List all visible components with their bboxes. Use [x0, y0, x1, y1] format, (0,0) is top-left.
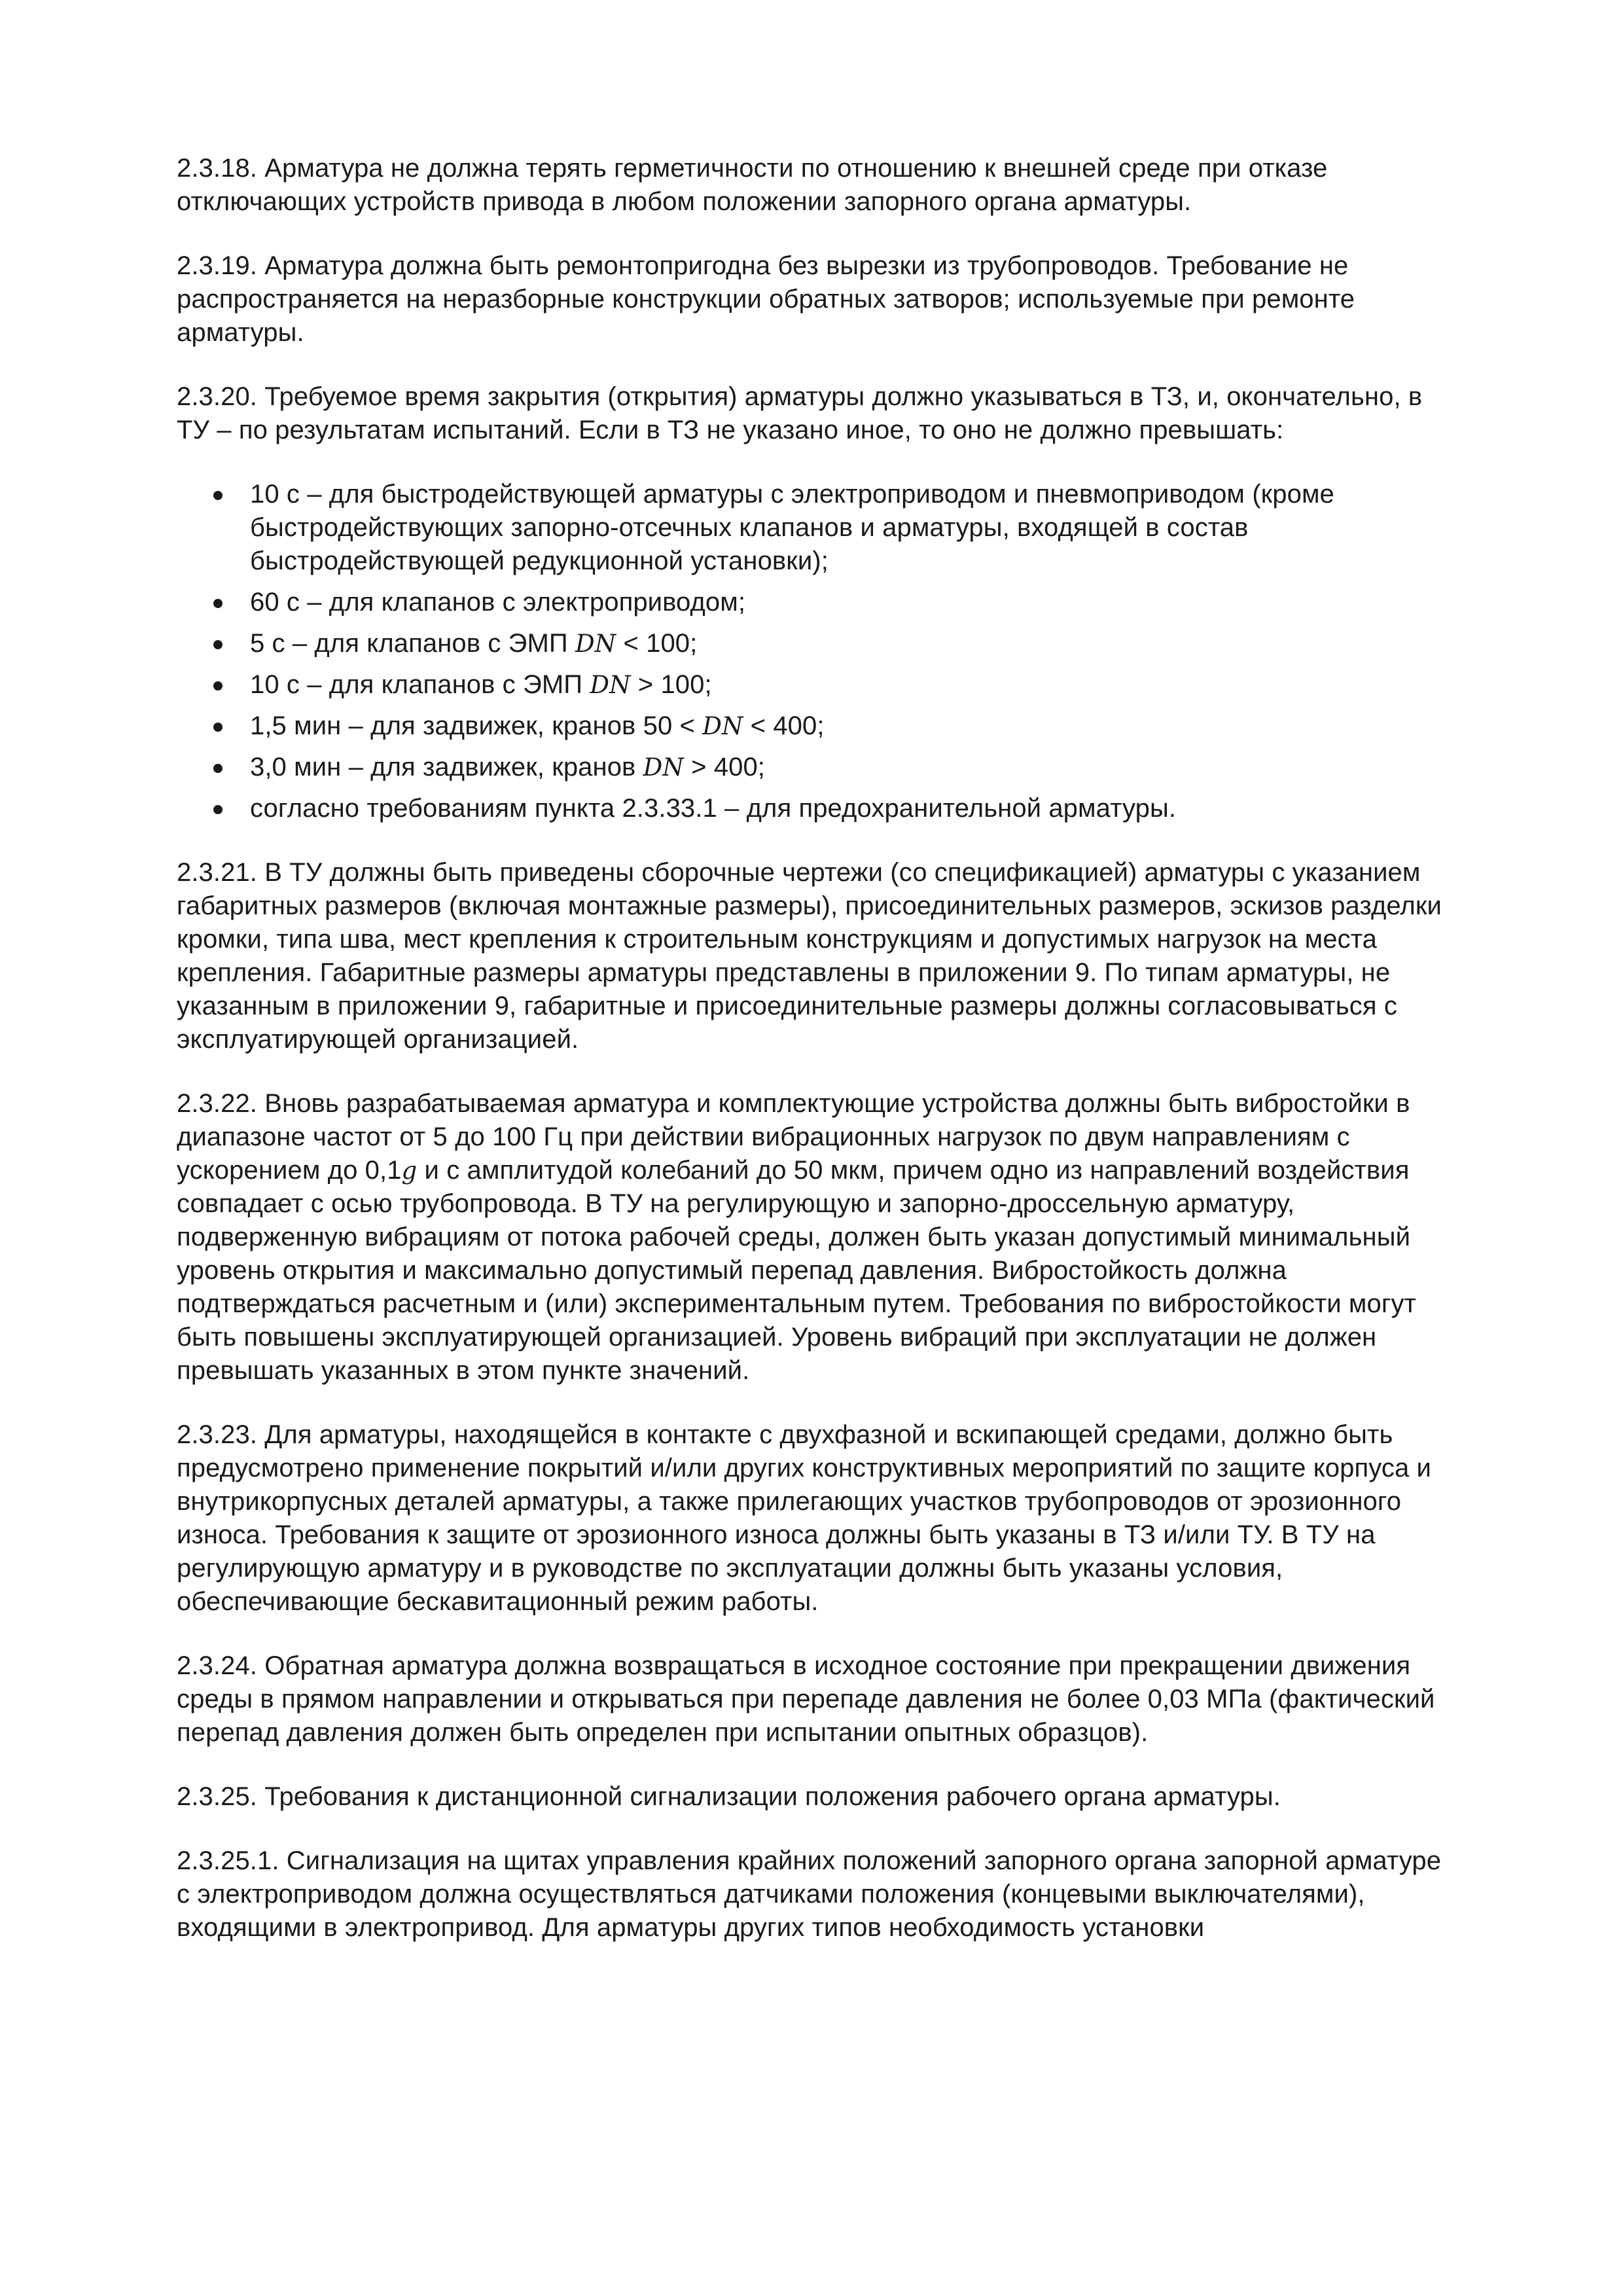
closing-time-list [177, 478, 1459, 825]
bullet-icon [213, 723, 223, 732]
paragraph-2-3-19: 2.3.19. Арматура должна быть ремонтопригодна без вырезки из трубопроводов. Требование не распространяется на неразборные конструкции обратных затворов; используемые при ремонте арматуры. [177, 251, 1355, 347]
list-item [177, 586, 1459, 619]
list-item-text-end: > 400; [683, 753, 766, 781]
list-item [177, 792, 1459, 825]
paragraph-2-3-25: 2.3.25. Требования к дистанционной сигнализации положения рабочего органа арматуры. [177, 1782, 1281, 1811]
paragraph-2-3-18: 2.3.18. Арматура не должна терять герметичности по отношению к внешней среде при отказе отключающих устройств привода в любом положении запорного органа арматуры. [177, 154, 1328, 216]
list-item-text: 10 с – для быстродействующей арматуры с электроприводом и пневмоприводом (кроме быстродействующих запорно-отсечных клапанов и арматуры, входящей в состав быстродействующей редукционной установки); [250, 480, 1334, 575]
paragraph-2-3-21: 2.3.21. В ТУ должны быть приведены сборочные чертежи (со спецификацией) арматуры с указанием габаритных размеров (включая монтажные размеры), присоединительных размеров, эскизов разделки кромки, типа шва, мест крепления к строительным конструкциям и допустимых нагрузок на места крепления. Габаритные размеры арматуры представлены в приложении 9. По типам арматуры, не указанным в приложении 9, габаритные и присоединительные размеры должны согласовываться с эксплуатирующей организацией. [177, 858, 1442, 1054]
list-item [177, 668, 1459, 702]
paragraph-2-3-25-1: 2.3.25.1. Сигнализация на щитах управления крайних положений запорного органа запорной арматуре с электроприводом должна осуществляться датчиками положения (концевыми выключателями), входящими в электропривод. Для арматуры других типов необходимость установки [177, 1846, 1442, 1942]
list-item [177, 709, 1459, 743]
list-item-text-end: > 100; [630, 670, 712, 699]
list-item-text-start: 5 с – для клапанов с ЭМП [250, 629, 575, 658]
g-symbol: g [401, 1157, 418, 1185]
paragraph-2-3-22 [177, 1087, 1459, 1388]
list-item-text: согласно требованиям пункта 2.3.33.1 – для предохранительной арматуры. [250, 794, 1177, 823]
list-item-text-end: < 100; [616, 629, 698, 658]
list-item-text-start: 10 с – для клапанов с ЭМП [250, 670, 590, 699]
bullet-icon [213, 764, 223, 773]
dn-symbol: DN [702, 712, 743, 740]
dn-symbol: DN [575, 630, 616, 658]
list-item-text-end: < 400; [743, 711, 825, 740]
paragraph-text-start: 2.3.22. Вновь разрабатываемая арматура и комплектующие устройства должны быть вибростойки в диапазоне частот от 5 до 100 Гц при действии вибрационных нагрузок по двум направлениям с ускорением до 0,1 [177, 1089, 1410, 1185]
paragraph-2-3-23: 2.3.23. Для арматуры, находящейся в контакте с двухфазной и вскипающей средами, должно быть предусмотрено применение покрытий и/или других конструктивных мероприятий по защите корпуса и внутрикорпусных деталей арматуры, а также прилегающих участков трубопроводов от эрозионного износа. Требования к защите от эрозионного износа должны быть указаны в ТЗ и/или ТУ. В ТУ на регулирующую арматуру и в руководстве по эксплуатации должны быть указаны условия, обеспечивающие бескавитационный режим работы. [177, 1420, 1431, 1616]
list-item [177, 627, 1459, 660]
paragraph-2-3-20: 2.3.20. Требуемое время закрытия (открытия) арматуры должно указываться в ТЗ, и, окончательно, в ТУ – по результатам испытаний. Если в ТЗ не указано иное, то оно не должно превышать: [177, 382, 1423, 444]
paragraph-2-3-24: 2.3.24. Обратная арматура должна возвращаться в исходное состояние при прекращении движения среды в прямом направлении и открываться при перепаде давления не более 0,03 МПа (фактический перепад давления должен быть определен при испытании опытных образцов). [177, 1651, 1435, 1747]
paragraph-text-end: и с амплитудой колебаний до 50 мкм, причем одно из направлений воздействия совпадает с осью трубопровода. В ТУ на регулирующую и запорно-дроссельную арматуру, подверженную вибрациям от потока рабочей среды, должен быть указан допустимый минимальный уровень открытия и максимально допустимый перепад давления. Вибростойкость должна подтверждаться расчетным и (или) экспериментальным путем. Требования по вибростойкости могут быть повышены эксплуатирующей организацией. Уровень вибраций при эксплуатации не должен превышать указанных в этом пункте значений. [177, 1156, 1417, 1385]
list-item-text: 60 с – для клапанов с электроприводом; [250, 588, 746, 617]
dn-symbol: DN [643, 753, 684, 781]
bullet-icon [213, 640, 223, 649]
list-item [177, 478, 1459, 578]
list-item-text-start: 3,0 мин – для задвижек, кранов [250, 753, 643, 781]
bullet-icon [213, 599, 223, 608]
document-body [177, 152, 1459, 1975]
list-item-text-start: 1,5 мин – для задвижек, кранов 50 < [250, 711, 703, 740]
dn-symbol: DN [590, 671, 631, 699]
bullet-icon [213, 681, 223, 691]
bullet-icon [213, 805, 223, 814]
bullet-icon [213, 491, 223, 500]
list-item [177, 751, 1459, 784]
